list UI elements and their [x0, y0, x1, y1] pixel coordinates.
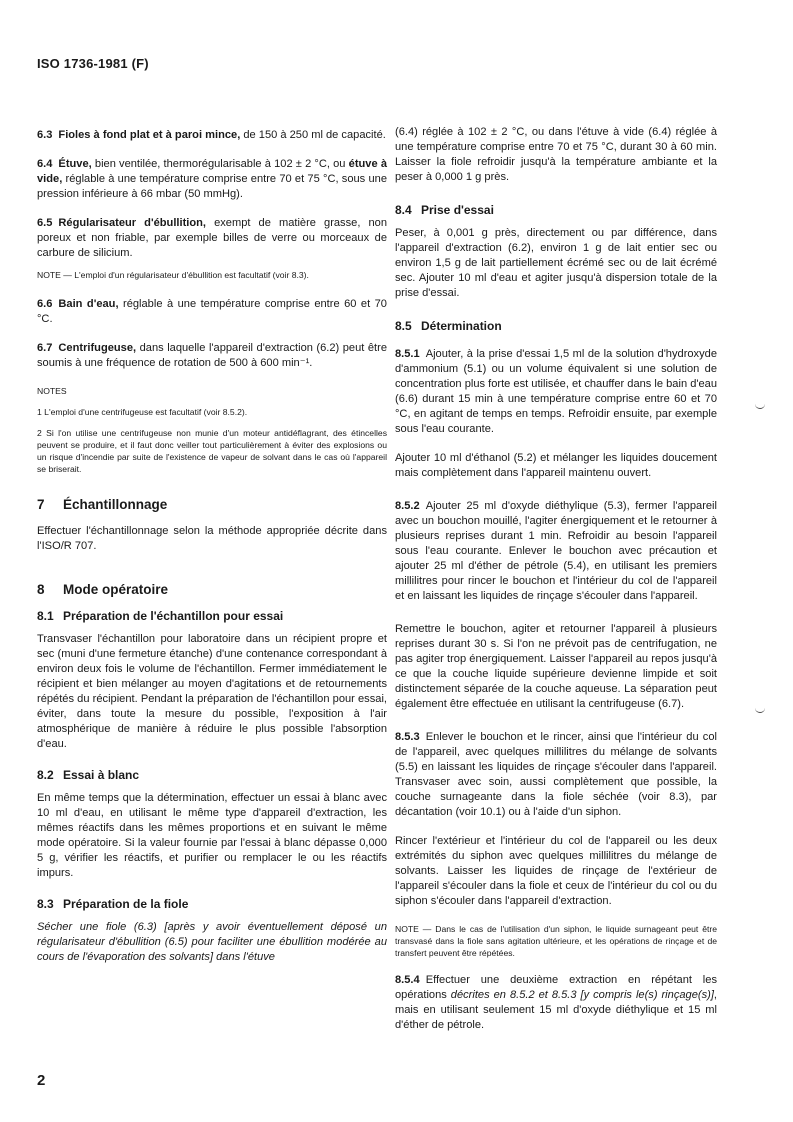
paragraph-7: Effectuer l'échantillonnage selon la méthode appropriée décrite dans l'ISO/R 707.	[37, 525, 387, 552]
paragraph-8-1: Transvaser l'échantillon pour laboratoire dans un récipient propre et sec (muni d'une fermeture étanche) d'une contenance correspondant à environ deux fois le volume de l'échantillon. Fermer immédiatement le récipient et bien mélanger au moyen d'agitations et de retournements répétés du récipient. Pendant la préparation de l'échantillon pour essai, éviter, dans toute la mesure du possible, l'exposition à l'air atmosphérique de manière à réduire le plus possible l'absorption d'eau.	[37, 633, 387, 750]
heading-8-5: 8.5 Détermination	[395, 319, 502, 333]
clause-8-5-3: 8.5.3 Enlever le bouchon et le rincer, ainsi que l'intérieur du col de l'appareil, avec quelques millilitres du mélange de solvants (5.5) en laissant les liquides de rinçage s'écouler dans l'appareil. Transvaser avec soin, aussi complètement que possible, la couche surnageante dans la fiole séchée (voir 8.3), par décantation (voir 10.1) ou à l'aide d'un siphon.	[395, 731, 717, 818]
paragraph-8-5-3b: Rincer l'extérieur et l'intérieur du col de l'appareil ou les deux extrémités du siphon avec quelques millilitres du mélange de solvants. Laisser les liquides de rinçage de l'extérieur de l'appareil s'écouler dans la fiole et ceux de l'intérieur du col ou du siphon s'écouler dans l'appareil d'extraction.	[395, 835, 717, 907]
margin-mark	[755, 706, 765, 713]
heading-8-2: 8.2 Essai à blanc	[37, 768, 140, 782]
heading-8-4: 8.4 Prise d'essai	[395, 203, 494, 217]
clause-6-5: 6.5 Régularisateur d'ébullition, exempt de matière grasse, non poreux et non friable, par exemple billes de verre ou morceaux de carbure de silicium.	[37, 217, 387, 259]
clause-8-5-4: 8.5.4 Effectuer une deuxième extraction en répétant les opérations décrites en 8.5.2 et 8.5.3 [y compris le(s) rinçage(s)], mais en utilisant seulement 15 ml d'oxyde diéthylique et 15 ml d'éther de pétrole.	[395, 974, 717, 1031]
margin-mark	[755, 402, 765, 409]
paragraph-8-5-2b: Remettre le bouchon, agiter et retourner l'appareil à plusieurs reprises durant 30 s. Si l'on ne prévoit pas de centrifugation, ne pas agiter trop énergiquement. Laisser l'appareil au repos jusqu'à ce que la couche liquide supérieure devienne limpide et soit distinctement séparée de la couche aqueuse. La séparation peut également être effectuée en utilisant la centrifugeuse (6.7).	[395, 623, 717, 710]
clause-6-4: 6.4 Étuve, bien ventilée, thermorégularisable à 102 ± 2 °C, ou étuve à vide, réglable à une température comprise entre 70 et 75 °C, sous une pression inférieure à 66 mbar (50 mmHg).	[37, 158, 387, 200]
note-2: 2 Si l'on utilise une centrifugeuse non munie d'un moteur antidéflagrant, des étincelles peuvent se produire, et il faut donc veiller tout particulièrement à éviter des explosions ou un risque d'incendie par suite de l'existence de vapeur de solvant dans le cas où l'appareil se briserait.	[37, 428, 387, 474]
clause-6-7: 6.7 Centrifugeuse, dans laquelle l'appareil d'extraction (6.2) peut être soumis à une fréquence de rotation de 500 à 600 min⁻¹.	[37, 342, 387, 369]
paragraph-8-4: Peser, à 0,001 g près, directement ou par différence, dans l'appareil d'extraction (6.2), environ 1 g de lait entier sec ou environ 1,5 g de lait partiellement écrémé sec ou de lait écrémé sec. Ajouter 10 ml d'eau et agiter jusqu'à dispersion totale de la prise d'essai.	[395, 227, 717, 299]
page-number: 2	[37, 1072, 46, 1089]
paragraph-8-3: Sécher une fiole (6.3) [après y avoir éventuellement déposé un régularisateur d'ébullition (6.5) pour faciliter une ébullition modérée au cours de l'évaporation des solvants] dans l'étuve	[37, 921, 387, 963]
note-1: 1 L'emploi d'une centrifugeuse est facultatif (voir 8.5.2).	[37, 407, 248, 417]
right-column	[395, 125, 717, 1047]
clause-8-5-1: 8.5.1 Ajouter, à la prise d'essai 1,5 ml de la solution d'hydroxyde d'ammonium (5.1) ou un volume équivalent si une solution de concentration plus forte est utilisée, et chauffer dans le bain d'eau (6.6) durant 15 min à une température comprise entre 60 et 70 °C, en agitant de temps en temps. Refroidir ensuite, par exemple sous l'eau courante.	[395, 348, 717, 435]
left-column	[37, 128, 387, 979]
clause-8-5-2: 8.5.2 Ajouter 25 ml d'oxyde diéthylique (5.3), fermer l'appareil avec un bouchon mouillé, l'agiter énergiquement et le retourner à plusieurs reprises durant 1 min. Refroidir au besoin l'appareil sous l'eau courante. Enlever le bouchon avec précaution et ajouter 25 ml d'éther de pétrole (5.4), en utilisant les premiers millilitres pour rincer le bouchon et l'intérieur du col de l'appareil et en laissant les liquides de rinçage s'écouler dans l'appareil.	[395, 500, 717, 602]
clause-6-3: 6.3 Fioles à fond plat et à paroi mince, de 150 à 250 ml de capacité.	[37, 129, 386, 141]
heading-8-3: 8.3 Préparation de la fiole	[37, 897, 189, 911]
heading-7: 7 Échantillonnage	[37, 497, 168, 512]
notes-label: NOTES	[37, 386, 67, 396]
heading-8-1: 8.1 Préparation de l'échantillon pour essai	[37, 609, 284, 623]
paragraph-8-2: En même temps que la détermination, effectuer un essai à blanc avec 10 ml d'eau, en utilisant le même type d'appareil d'extraction, les mêmes réactifs dans les mêmes proportions et en suivant le même mode opératoire. Si la valeur fournie par l'essai à blanc dépasse 0,000 5 g, vérifier les réactifs, et purifier ou remplacer le ou les réactifs impurs.	[37, 792, 387, 879]
clause-6-6: 6.6 Bain d'eau, réglable à une température comprise entre 60 et 70 °C.	[37, 298, 387, 325]
paragraph-8-3-continued: (6.4) réglée à 102 ± 2 °C, ou dans l'étuve à vide (6.4) réglée à une température comprise entre 70 et 75 °C, durant 30 à 60 min. Laisser la fiole refroidir jusqu'à la température ambiante et la peser à 0,000 1 g près.	[395, 126, 717, 183]
note-8-5-3: NOTE — Dans le cas de l'utilisation d'un siphon, le liquide surnageant peut être transvasé dans la fiole sans agitation ultérieure, et les opérations de rinçage et de transfert peuvent être répétées.	[395, 924, 717, 958]
paragraph-8-5-1b: Ajouter 10 ml d'éthanol (5.2) et mélanger les liquides doucement mais complètement dans l'appareil maintenu ouvert.	[395, 452, 717, 479]
note-6-5: NOTE — L'emploi d'un régularisateur d'ébullition est facultatif (voir 8.3).	[37, 270, 309, 280]
heading-8: 8 Mode opératoire	[37, 582, 169, 597]
document-header: ISO 1736-1981 (F)	[37, 56, 149, 71]
